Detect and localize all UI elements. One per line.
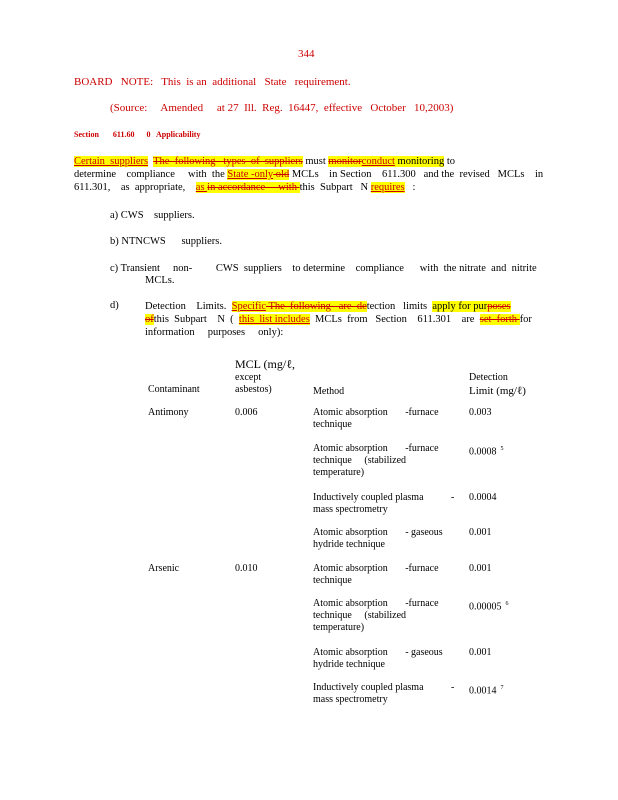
footnote-ref: 5 bbox=[500, 446, 504, 452]
insert-specific: Specific bbox=[231, 301, 267, 312]
header-contaminant: Contaminant bbox=[148, 384, 200, 395]
list-item: a) CWS suppliers. bbox=[110, 210, 195, 221]
cell-limit: 0.001 bbox=[469, 647, 492, 658]
deleted-of: of bbox=[145, 314, 154, 325]
cell-limit: 0.001 bbox=[469, 527, 492, 538]
insert-conduct: conduct bbox=[361, 156, 395, 167]
deleted-monitor: monitor bbox=[328, 156, 362, 167]
cell-method: Atomic absorption -furnace technique (stabilized temperature) bbox=[313, 598, 439, 633]
deleted-poses: poses bbox=[487, 301, 511, 312]
cell-method: Atomic absorption -furnace technique (stabilized temperature) bbox=[313, 443, 439, 478]
board-note: BOARD NOTE: This is an additional State requirement. bbox=[74, 76, 351, 88]
cell-limit: 0.0008 $^5$ bbox=[469, 446, 504, 458]
insert-state-only: State -only bbox=[227, 169, 274, 180]
cell-method: Inductively coupled plasma - mass spectrometry bbox=[313, 492, 455, 515]
footnote-ref: 7 bbox=[500, 685, 504, 691]
item-d-paragraph: Detection Limits. Specific The following are detection limits apply for purposes ofthis Subpart N ( this list includes MCLs from Section 611.301 are set forth for information purposes only): bbox=[145, 301, 532, 338]
header-method: Method bbox=[313, 386, 345, 397]
cell-mcl: 0.006 bbox=[235, 407, 258, 418]
cell-method: Atomic absorption -furnace technique bbox=[313, 563, 439, 586]
header-mcl: MCL (mg/ℓ, bbox=[235, 357, 295, 371]
deleted-in-accordance: in accordance with bbox=[207, 182, 300, 193]
cell-limit: 0.0014 $^7$ bbox=[469, 685, 504, 697]
cell-limit: 0.001 bbox=[469, 563, 492, 574]
cell-method: Inductively coupled plasma - mass spectrometry bbox=[313, 682, 455, 705]
section-heading: Section 611.60 0 Applicability bbox=[74, 130, 201, 139]
list-item: c) Transient non- CWS suppliers to determine compliance with the nitrate and nitrite bbox=[110, 263, 537, 274]
cell-mcl: 0.010 bbox=[235, 563, 258, 574]
deleted-set-forth: set forth bbox=[479, 314, 520, 325]
cell-method: Atomic absorption -furnace technique bbox=[313, 407, 439, 430]
item-d-label: d) bbox=[110, 300, 119, 311]
intro-paragraph: Certain suppliers The following types of suppliers must monitorconduct monitoring to determine compliance with the State -only old MCLs in Section 611.300 and the revised MCLs in 611.301, as appropriate, as in accordance with this Subpart N requires : bbox=[74, 156, 544, 193]
footnote-ref: 6 bbox=[505, 601, 509, 607]
source-note: (Source: Amended at 27 Ill. Reg. 16447, effective October 10,2003) bbox=[110, 102, 454, 114]
deleted-the-following-are: The following are de bbox=[266, 301, 367, 312]
insert-as: as bbox=[195, 182, 208, 193]
insert-certain-suppliers: Certain suppliers bbox=[74, 156, 149, 167]
cell-method: Atomic absorption - gaseous hydride technique bbox=[313, 527, 443, 550]
list-item: b) NTNCWS suppliers. bbox=[110, 236, 222, 247]
cell-method: Atomic absorption - gaseous hydride technique bbox=[313, 647, 443, 670]
cell-limit: 0.003 bbox=[469, 407, 492, 418]
page-number: 344 bbox=[298, 48, 315, 60]
header-detection-limit: Detection bbox=[469, 372, 508, 383]
cell-limit: 0.00005 $^6$ bbox=[469, 601, 509, 613]
deleted-old: old bbox=[273, 169, 290, 180]
cell-contaminant: Antimony bbox=[148, 407, 189, 418]
list-item-continued: MCLs. bbox=[145, 275, 175, 286]
insert-requires: requires bbox=[370, 182, 405, 193]
insert-this-list: this list includes bbox=[238, 314, 310, 325]
deleted-following-types: The following types of suppliers bbox=[153, 156, 303, 167]
cell-contaminant: Arsenic bbox=[148, 563, 180, 574]
cell-limit: 0.0004 bbox=[469, 492, 497, 503]
